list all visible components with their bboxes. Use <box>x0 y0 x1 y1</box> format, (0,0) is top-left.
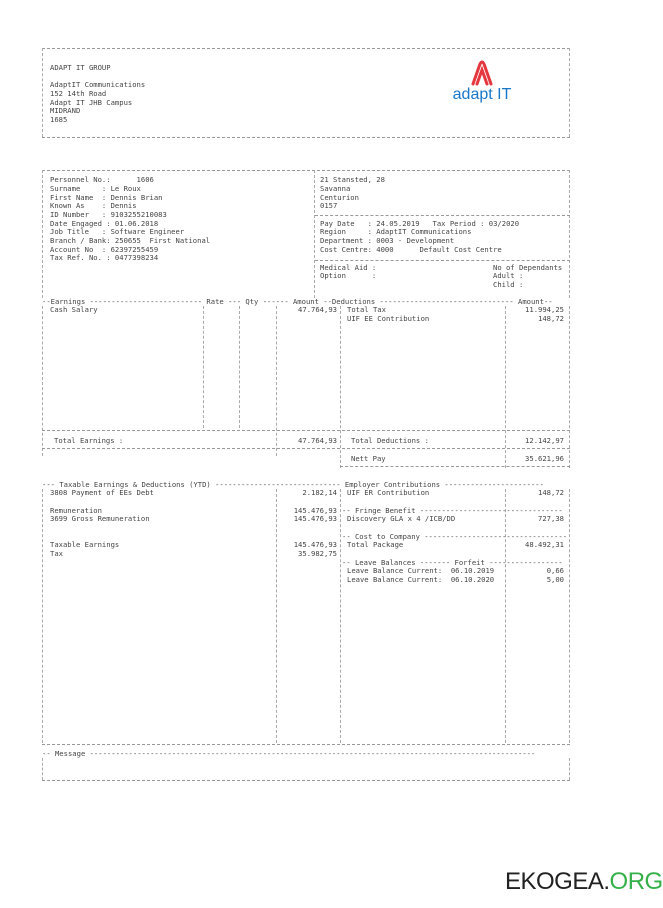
tax-ref-no: Tax Ref. No. : 0477398234 <box>50 253 159 262</box>
branch-bank: Branch / Bank: 250655 First National <box>50 236 211 245</box>
ytd-amount: 145.476,93 <box>293 506 337 515</box>
earnings-header: --Earnings -------------------------- Rate --- Qty ------ Amount --Deductions ------------------------------- Amount-- <box>42 297 553 306</box>
ytd-header: --- Taxable Earnings & Deductions (YTD) ----------------------------- Employer Contributions ----------------------- <box>42 480 544 489</box>
company-address-line: MIDRAND <box>50 106 81 115</box>
nett-pay-bottom <box>340 466 570 467</box>
ytd-amount-border <box>276 489 277 743</box>
home-address-line: Savanna <box>320 184 351 193</box>
medical-aid: Medical Aid : <box>320 263 377 272</box>
fringe-benefit-header: -- Fringe Benefit --------------------------------- <box>342 506 563 515</box>
company-address-line: AdaptIT Communications <box>50 80 146 89</box>
total-package-amount: 48.492,31 <box>525 540 564 549</box>
leave-balance-label: Leave Balance Current: 06.10.2019 <box>347 566 495 575</box>
known-as: Known As : Dennis <box>50 201 137 210</box>
employee-box-left <box>42 170 43 298</box>
pay-date: Pay Date : 24.05.2019 Tax Period : 03/2020 <box>320 219 520 228</box>
message-header: -- Message ------------------------------------------------------------------------------------------------------- <box>42 749 536 758</box>
fringe-benefit-amount: 727,38 <box>538 514 564 523</box>
deduction-label: UIF EE Contribution <box>347 314 430 323</box>
message-bottom <box>42 780 570 781</box>
ytd-amount: 145.476,93 <box>293 514 337 523</box>
address-separator <box>315 215 570 216</box>
company-logo <box>432 58 532 108</box>
employer-amount-border <box>505 489 506 743</box>
total-earnings-label: Total Earnings : <box>54 436 124 445</box>
ytd-label: 3699 Gross Remuneration <box>50 514 150 523</box>
ytd-label: Taxable Earnings <box>50 540 120 549</box>
deduction-amount: 148,72 <box>538 314 564 323</box>
home-address-line: 0157 <box>320 201 338 210</box>
no-of-dependants: No of Dependants <box>493 263 563 272</box>
company-box-bottom <box>42 137 570 138</box>
totals-separator <box>42 430 570 431</box>
cost-centre: Cost Centre: 4000 Default Cost Centre <box>320 245 502 254</box>
company-box-left <box>42 48 43 137</box>
leave-balance-label: Leave Balance Current: 06.10.2020 <box>347 575 495 584</box>
employee-box-divider <box>314 170 315 298</box>
cost-to-company-header: -- Cost to Company --------------------------------- <box>342 532 568 541</box>
company-box-right <box>569 48 570 137</box>
leave-balance-amount: 5,00 <box>546 575 564 584</box>
message-right-border <box>569 758 570 780</box>
uif-er-amount: 148,72 <box>538 488 564 497</box>
surname: Surname : Le Roux <box>50 184 141 193</box>
employee-box-right <box>569 170 570 298</box>
total-package-label: Total Package <box>347 540 404 549</box>
first-name: First Name : Dennis Brian <box>50 193 163 202</box>
deduction-amount: 11.994,25 <box>525 305 564 314</box>
message-left-border <box>42 758 43 780</box>
company-address-line: 152 14th Road <box>50 89 107 98</box>
earnings-col-border <box>42 306 43 456</box>
deduction-label: Total Tax <box>347 305 386 314</box>
watermark-text: EKOGEA. <box>505 868 610 895</box>
ytd-amount: 145.476,93 <box>293 540 337 549</box>
right-border <box>569 306 570 468</box>
earning-amount: 47.764,93 <box>298 305 337 314</box>
region: Region : AdaptIT Communications <box>320 227 472 236</box>
personnel-no: Personnel No.: 1606 <box>50 175 154 184</box>
total-earnings-amount: 47.764,93 <box>298 436 337 445</box>
fringe-benefit-label: Discovery GLA x 4 /ICB/DD <box>347 514 456 523</box>
watermark-text-accent: ORG <box>609 868 663 895</box>
home-address-line: 21 Stansted, 28 <box>320 175 385 184</box>
option: Option : <box>320 271 377 280</box>
ytd-bottom <box>42 744 570 745</box>
ytd-label: 3808 Payment of EEs Debt <box>50 488 154 497</box>
uif-er-label: UIF ER Contribution <box>347 488 430 497</box>
date-engaged: Date Engaged : 01.06.2018 <box>50 219 159 228</box>
rate-col-border <box>203 306 204 428</box>
deductions-col-border <box>340 306 341 468</box>
account-no: Account No : 62397255459 <box>50 245 159 254</box>
amount-col-border <box>276 306 277 456</box>
ytd-amount: 2.182,14 <box>302 488 337 497</box>
ytd-right-border <box>569 489 570 743</box>
totals-bottom <box>42 448 570 449</box>
ytd-amount: 35.982,75 <box>298 549 337 558</box>
company-address-line: 1685 <box>50 115 68 124</box>
qty-col-border <box>239 306 240 428</box>
leave-balance-amount: 0,66 <box>546 566 564 575</box>
earning-label: Cash Salary <box>50 305 98 314</box>
logo-text: adapt IT <box>452 86 512 103</box>
ytd-label: Remuneration <box>50 506 102 515</box>
nett-pay-label: Nett Pay <box>351 454 386 463</box>
ytd-label: Tax <box>50 549 63 558</box>
department: Department : 0003 - Development <box>320 236 455 245</box>
payinfo-separator <box>315 260 570 261</box>
nett-pay-amount: 35.621,96 <box>525 454 564 463</box>
ytd-left-border <box>42 489 43 743</box>
employee-box-top <box>42 170 570 171</box>
company-group-name: ADAPT IT GROUP <box>50 63 111 72</box>
adult-count: Adult : <box>493 271 524 280</box>
total-deductions-amount: 12.142,97 <box>525 436 564 445</box>
leave-balances-header: -- Leave Balances ------- Forfeit ----------------- <box>342 558 563 567</box>
watermark <box>505 868 663 896</box>
employer-left-border <box>340 489 341 743</box>
company-box-top <box>42 48 570 49</box>
total-deductions-label: Total Deductions : <box>351 436 429 445</box>
logo-mark-icon <box>432 58 532 88</box>
home-address-line: Centurion <box>320 193 359 202</box>
job-title: Job Title : Software Engineer <box>50 227 185 236</box>
id-number: ID Number : 9103255210083 <box>50 210 167 219</box>
child-count: Child : <box>493 280 524 289</box>
company-address-line: Adapt IT JHB Campus <box>50 98 133 107</box>
